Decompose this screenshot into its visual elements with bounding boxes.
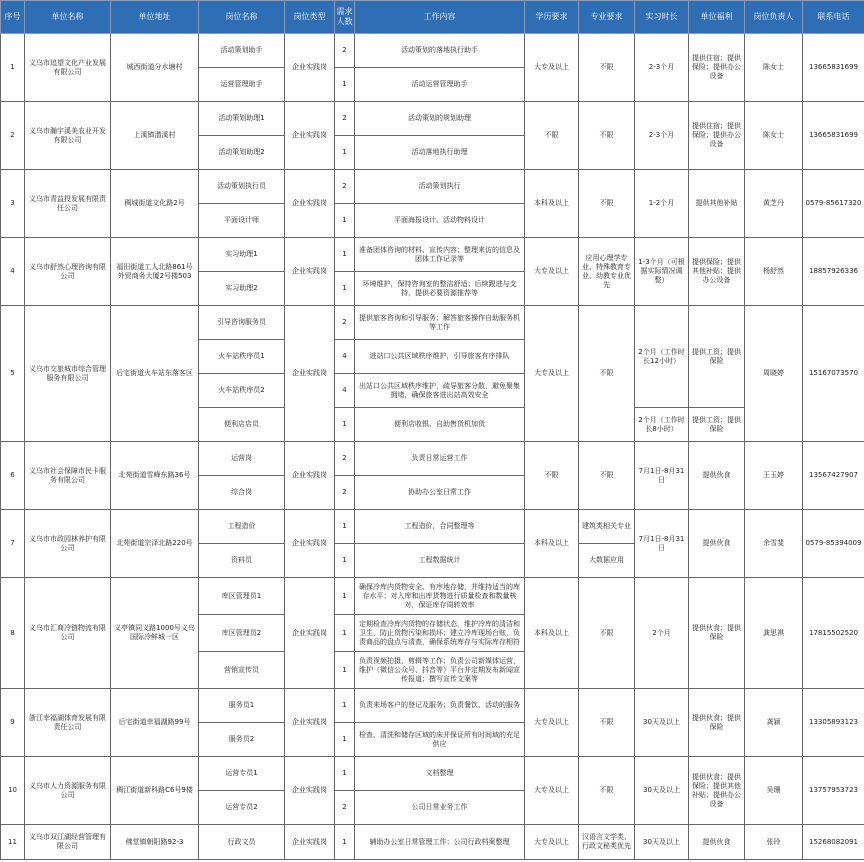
education: 大专及以上 — [525, 825, 579, 860]
header-headcount: 需求人数 — [335, 1, 355, 34]
unit-address: 后宅街道火车站东落客区 — [111, 306, 199, 442]
unit-address: 稠城街道文化路2号 — [111, 170, 199, 238]
contact: 龚颖 — [745, 689, 803, 757]
headcount: 1 — [335, 689, 355, 723]
phone: 13567427907 — [803, 442, 864, 510]
education: 本科及以上 — [525, 170, 579, 238]
header-contact: 岗位负责人 — [745, 1, 803, 34]
position-title: 运营管理助手 — [199, 68, 285, 102]
position-title: 便利店店员 — [199, 408, 285, 442]
position-type: 企业实践岗 — [285, 238, 335, 306]
duration: 2个月（工作时长8小时） — [635, 408, 689, 442]
header-education: 学历要求 — [525, 1, 579, 34]
unit-name: 义乌市市政园林养护有限公司 — [25, 510, 111, 578]
unit-address: 北苑街道宗泽北路220号 — [111, 510, 199, 578]
table-row — [1, 102, 864, 136]
job-content: 活动策划执行 — [355, 170, 525, 204]
duration: 2-3个月 — [635, 34, 689, 102]
duration: 1-3个月（可根据实际情况调整） — [635, 238, 689, 306]
unit-name: 义乌市追望文化产业发展有限公司 — [25, 34, 111, 102]
education: 大专及以上 — [525, 757, 579, 825]
position-title: 行政文员 — [199, 825, 285, 860]
headcount: 1 — [335, 272, 355, 306]
headcount: 1 — [335, 723, 355, 757]
education: 大专及以上 — [525, 34, 579, 102]
headcount: 4 — [335, 340, 355, 374]
table-row — [1, 578, 864, 615]
header-no: 序号 — [1, 1, 25, 34]
position-title: 引导咨询服务员 — [199, 306, 285, 340]
table-row — [1, 442, 864, 476]
table-header-row — [1, 1, 864, 34]
job-content: 活动策划的落地执行助手 — [355, 34, 525, 68]
unit-address: 后宅街道幸福湖路99号 — [111, 689, 199, 757]
job-content: 公司日常业务工作 — [355, 791, 525, 825]
unit-address: 义亭镇同义路1000号义乌国际冷鲜城一区 — [111, 578, 199, 689]
position-title: 实习助理1 — [199, 238, 285, 272]
header-phone: 联系电话 — [803, 1, 864, 34]
table-row — [1, 757, 864, 791]
major: 不限 — [579, 689, 635, 757]
row-no: 4 — [1, 238, 25, 306]
welfare: 提供伙食 — [689, 825, 745, 860]
table-row — [1, 238, 864, 272]
headcount: 1 — [335, 408, 355, 442]
position-title: 服务员2 — [199, 723, 285, 757]
position-title: 营销宣传员 — [199, 652, 285, 689]
headcount: 2 — [335, 306, 355, 340]
contact: 吴珊 — [745, 757, 803, 825]
duration: 1-2个月 — [635, 170, 689, 238]
duration: 7月1日-8月31日 — [635, 510, 689, 578]
position-type: 企业实践岗 — [285, 510, 335, 578]
header-major: 专业要求 — [579, 1, 635, 34]
welfare: 提供伙食；提供保险 — [689, 689, 745, 757]
education: 不限 — [525, 102, 579, 170]
table-row — [1, 510, 864, 544]
duration: 2-3个月 — [635, 102, 689, 170]
job-content: 辅助办公室日常管理工作；公司行政档案整理 — [355, 825, 525, 860]
unit-address: 福田街道工人北路861号外贸商务大厦2号楼503 — [111, 238, 199, 306]
headcount: 1 — [335, 825, 355, 860]
phone: 18857926336 — [803, 238, 864, 306]
contact: 陈女士 — [745, 102, 803, 170]
headcount: 1 — [335, 510, 355, 544]
job-content: 文档整理 — [355, 757, 525, 791]
duration: 2个月（工作时长12小时） — [635, 306, 689, 408]
education: 本科及以上 — [525, 510, 579, 578]
headcount: 1 — [335, 578, 355, 615]
duration: 2个月 — [635, 578, 689, 689]
position-type: 企业实践岗 — [285, 578, 335, 689]
position-title: 活动策划助手 — [199, 34, 285, 68]
phone: 0579-85394009 — [803, 510, 864, 578]
unit-name: 义乌市青益投发展有限责任公司 — [25, 170, 111, 238]
headcount: 2 — [335, 476, 355, 510]
education: 本科及以上 — [525, 578, 579, 689]
header-duration: 实习时长 — [635, 1, 689, 34]
position-title: 实习助理2 — [199, 272, 285, 306]
headcount: 2 — [335, 791, 355, 825]
header-welfare: 单位福利 — [689, 1, 745, 34]
row-no: 7 — [1, 510, 25, 578]
welfare: 提供工资；提供保险 — [689, 306, 745, 408]
row-no: 6 — [1, 442, 25, 510]
position-title: 运营专员2 — [199, 791, 285, 825]
position-type: 企业实践岗 — [285, 102, 335, 170]
major: 不限 — [579, 170, 635, 238]
contact: 周晓婷 — [745, 306, 803, 442]
welfare: 提供住宿；提供保险；提供办公设备 — [689, 34, 745, 102]
row-no: 8 — [1, 578, 25, 689]
unit-address: 城西街道分水塘村 — [111, 34, 199, 102]
unit-name: 义乌市瀚宇溪美农业开发有限公司 — [25, 102, 111, 170]
job-content: 负责来场客户的登记及服务；负责餐饮、活动的服务 — [355, 689, 525, 723]
duration: 30天及以上 — [635, 757, 689, 825]
table-row — [1, 306, 864, 340]
major: 不限 — [579, 306, 635, 442]
job-content: 工程造价，合同整理等 — [355, 510, 525, 544]
job-content: 便利店收银、自助售货机加货 — [355, 408, 525, 442]
headcount: 1 — [335, 136, 355, 170]
welfare: 提供伙食 — [689, 510, 745, 578]
row-no: 10 — [1, 757, 25, 825]
contact: 余雪斐 — [745, 510, 803, 578]
headcount: 1 — [335, 615, 355, 652]
table-row — [1, 825, 864, 860]
major: 不限 — [579, 34, 635, 102]
duration: 30天及以上 — [635, 689, 689, 757]
position-title: 资料员 — [199, 544, 285, 578]
phone: 13665831699 — [803, 34, 864, 102]
job-content: 活动落地执行助理 — [355, 136, 525, 170]
row-no: 2 — [1, 102, 25, 170]
major: 汉语言文学类、行政文秘类优先 — [579, 825, 635, 860]
headcount: 2 — [335, 170, 355, 204]
row-no: 9 — [1, 689, 25, 757]
table-row — [1, 34, 864, 68]
education: 不限 — [525, 442, 579, 510]
position-title: 平面设计师 — [199, 204, 285, 238]
position-title: 库区管理员1 — [199, 578, 285, 615]
phone: 13305893123 — [803, 689, 864, 757]
education: 大专及以上 — [525, 238, 579, 306]
headcount: 2 — [335, 102, 355, 136]
unit-name: 义乌市汇商冷链物流有限公司 — [25, 578, 111, 689]
unit-name: 义乌市交旅城市综合管理服务有限公司 — [25, 306, 111, 442]
headcount: 1 — [335, 544, 355, 578]
headcount: 2 — [335, 442, 355, 476]
header-position-type: 岗位类型 — [285, 1, 335, 34]
major: 不限 — [579, 442, 635, 510]
contact: 黄芝丹 — [745, 170, 803, 238]
job-content: 定期检查冷库内货物的存储状态，维护冷库的清洁和卫生，防止货物污染和损坏；建立冷库现场台账，负责商品的盘点与清查，确保系统库存与实际库存相符 — [355, 615, 525, 652]
major: 不限 — [579, 102, 635, 170]
headcount: 1 — [335, 204, 355, 238]
phone: 13665831699 — [803, 102, 864, 170]
headcount: 1 — [335, 238, 355, 272]
row-no: 11 — [1, 825, 25, 860]
welfare: 提供住宿；提供保险；提供办公设备 — [689, 102, 745, 170]
job-content: 负责视频拍摄、剪辑等工作；负责公司新媒体运营，维护（微信公众号、抖音等）平台并定期发布新闻宣传报道；撰写宣传文案等 — [355, 652, 525, 689]
major: 不限 — [579, 578, 635, 689]
table-row — [1, 170, 864, 204]
job-content: 进站口公共区域秩序维护，引导旅客有序排队 — [355, 340, 525, 374]
unit-address: 北苑街道雪峰东路36号 — [111, 442, 199, 510]
major: 应用心理学专业、特殊教育专业、幼教专业优先 — [579, 238, 635, 306]
headcount: 1 — [335, 652, 355, 689]
headcount: 1 — [335, 68, 355, 102]
phone: 13757953723 — [803, 757, 864, 825]
unit-name: 浙江幸福湖体育发展有限责任公司 — [25, 689, 111, 757]
job-content: 负责日常运营工作 — [355, 442, 525, 476]
unit-name: 义乌市舒然心理咨询有限公司 — [25, 238, 111, 306]
header-unit-name: 单位名称 — [25, 1, 111, 34]
contact: 王玉婷 — [745, 442, 803, 510]
phone: 0579-85617320 — [803, 170, 864, 238]
contact: 龚思祺 — [745, 578, 803, 689]
position-title: 活动策划助理1 — [199, 102, 285, 136]
welfare: 提供保险；提供其他补贴；提供办公设备 — [689, 238, 745, 306]
position-type: 企业实践岗 — [285, 825, 335, 860]
position-title: 火车站秩序员2 — [199, 374, 285, 408]
welfare: 提供伙食 — [689, 442, 745, 510]
phone: 17815502520 — [803, 578, 864, 689]
job-content: 环境维护，保持咨询室的整洁舒适；后续跟进与支持，提供必要资源推荐等 — [355, 272, 525, 306]
position-type: 企业实践岗 — [285, 757, 335, 825]
phone: 15268082091 — [803, 825, 864, 860]
position-type: 企业实践岗 — [285, 689, 335, 757]
welfare: 提供工资；提供保险 — [689, 408, 745, 442]
position-title: 库区管理员2 — [199, 615, 285, 652]
phone: 15167073570 — [803, 306, 864, 442]
job-content: 出站口公共区域秩序维护，疏导旅客分散，避免聚集拥堵，确保旅客进出站高效安全 — [355, 374, 525, 408]
contact: 杨舒然 — [745, 238, 803, 306]
header-job-content: 工作内容 — [355, 1, 525, 34]
position-type: 企业实践岗 — [285, 306, 335, 442]
contact: 陈女士 — [745, 34, 803, 102]
major: 不限 — [579, 757, 635, 825]
headcount: 2 — [335, 34, 355, 68]
education: 大专及以上 — [525, 689, 579, 757]
unit-address: 佛堂镇朝阳路92-3 — [111, 825, 199, 860]
headcount: 4 — [335, 374, 355, 408]
position-title: 运营专员1 — [199, 757, 285, 791]
header-position-title: 岗位名称 — [199, 1, 285, 34]
unit-address: 上溪镇潜溪村 — [111, 102, 199, 170]
welfare: 提供伙食；提供保险；提供其他补贴；提供办公设备 — [689, 757, 745, 825]
job-content: 检查、清洗和储存区域的床并保证所有时间域的充足供应 — [355, 723, 525, 757]
education: 大专及以上 — [525, 306, 579, 442]
duration: 7月1日-8月31日 — [635, 442, 689, 510]
header-unit-address: 单位地址 — [111, 1, 199, 34]
position-title: 工程造价 — [199, 510, 285, 544]
row-no: 3 — [1, 170, 25, 238]
duration: 30天及以上 — [635, 825, 689, 860]
job-content: 活动运营管理助手 — [355, 68, 525, 102]
major: 建筑类相关专业 — [579, 510, 635, 544]
job-content: 活动策划的规划助理 — [355, 102, 525, 136]
headcount: 1 — [335, 757, 355, 791]
position-title: 火车站秩序员1 — [199, 340, 285, 374]
welfare: 提供其他补贴 — [689, 170, 745, 238]
job-content: 平面海报设计、活动物料设计 — [355, 204, 525, 238]
unit-name: 义乌市双江湖经营管理有限公司 — [25, 825, 111, 860]
table-row — [1, 689, 864, 723]
position-title: 服务员1 — [199, 689, 285, 723]
position-title: 活动策划助理2 — [199, 136, 285, 170]
contact: 张玲 — [745, 825, 803, 860]
job-content: 提供旅客咨询和引导服务；解答旅客操作自助服务机等工作 — [355, 306, 525, 340]
row-no: 5 — [1, 306, 25, 442]
job-content: 工程数据统计 — [355, 544, 525, 578]
job-content: 协助办公室日常工作 — [355, 476, 525, 510]
position-type: 企业实践岗 — [285, 442, 335, 510]
position-title: 活动策划执行员 — [199, 170, 285, 204]
unit-address: 稠江街道新科路C6号9楼 — [111, 757, 199, 825]
position-title: 运营岗 — [199, 442, 285, 476]
unit-name: 义乌市人力资源服务有限公司 — [25, 757, 111, 825]
major: 大数据应用 — [579, 544, 635, 578]
row-no: 1 — [1, 34, 25, 102]
job-content: 准备团体咨询的材料、宣传内容；整理来访的信息及团体工作记录等 — [355, 238, 525, 272]
position-type: 企业实践岗 — [285, 34, 335, 102]
unit-name: 义乌市社会保障市民卡服务有限公司 — [25, 442, 111, 510]
job-content: 确保冷库内货物安全、有序地存储，并维持适当的库存水平；对入库和出库货物进行质量检查和数量核对，保证库存周转效率 — [355, 578, 525, 615]
position-type: 企业实践岗 — [285, 170, 335, 238]
position-title: 综合岗 — [199, 476, 285, 510]
welfare: 提供伙食；提供保险 — [689, 578, 745, 689]
